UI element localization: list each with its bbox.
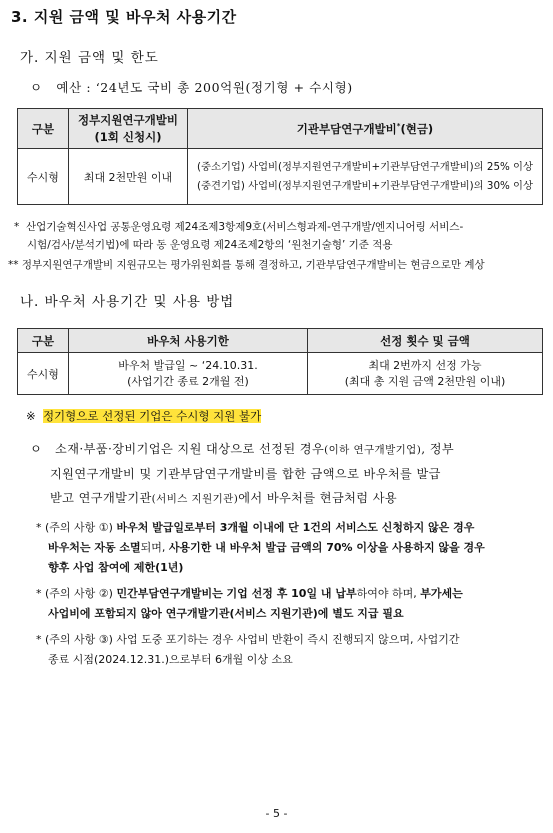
bullet: ㅇ (30, 80, 43, 95)
cell-type: 수시형 (18, 149, 69, 205)
footnote-2: ** 정부지원연구개발비 지원규모는 평가위원회를 통해 결정하고, 기관부담연구개발비는 현금으로만 계상 (8, 259, 485, 271)
usage-paragraph: ㅇ 소재·부품·장비기업은 지원 대상으로 선정된 경우(이하 연구개발기업), 정부 지원연구개발비 및 기관부담연구개발비를 합한 금액으로 바우처를 발급 받고 연구개발기관(서비스 지원기관)에서 바우처를 현금처럼 사용 (30, 442, 455, 505)
page-number: - 5 - (265, 807, 288, 820)
subsection-b-title: 나. 바우처 사용기간 및 사용 방법 (20, 294, 235, 310)
cell-inst-amount: (중소기업) 사업비(정부지원연구개발비+기관부담연구개발비)의 25% 이상 (중견기업) 사업비(정부지원연구개발비+기관부담연구개발비)의 30% 이상 (188, 149, 543, 205)
footnote-1: * 산업기술혁신사업 공통운영요령 제24조제3항제9호(서비스형과제-연구개발/엔지니어링 서비스- 시험/검사/분석기법)에 따라 동 운영요령 제24조제2항의 ‘원천기술형’ 기준 적용 (14, 221, 464, 251)
budget-line (30, 78, 353, 96)
cell-selection-count: 최대 2번까지 선정 가능 (최대 총 지원 금액 2천만원 이내) (308, 353, 543, 395)
warning-text: 정기형으로 선정된 기업은 수시형 지원 불가 (42, 409, 262, 423)
header-inst-fund: 기관부담연구개발비*(현금) (188, 109, 543, 149)
warning-mark: ※ (26, 409, 36, 423)
header-voucher-period: 바우처 사용기한 (69, 329, 308, 353)
header-type: 구분 (18, 329, 69, 353)
caution-2: * (주의 사항 ②) 민간부담연구개발비는 기업 선정 후 10일 내 납부하여야 하며, 부가세는 사업비에 포함되지 않아 연구개발기관(서비스 지원기관)에 별도 지급 필요 (36, 587, 463, 620)
cell-gov-amount: 최대 2천만원 이내 (69, 149, 188, 205)
cell-voucher-period: 바우처 발급일 ~ ‘24.10.31. (사업기간 종료 2개월 전) (69, 353, 308, 395)
header-selection-count: 선정 횟수 및 금액 (308, 329, 543, 353)
header-type: 구분 (18, 109, 69, 149)
voucher-period-table (17, 328, 543, 395)
section-title: 3. 지원 금액 및 바우처 사용기간 (11, 8, 237, 26)
subsection-a-title: 가. 지원 금액 및 한도 (20, 50, 159, 66)
caution-1: * (주의 사항 ①) 바우처 발급일로부터 3개월 이내에 단 1건의 서비스도 신청하지 않은 경우 바우처는 자동 소멸되며, 사용기한 내 바우처 발급 금액의 70% 이상을 사용하지 않을 경우 향후 사업 참여에 제한(1년) (36, 521, 485, 574)
header-gov-fund: 정부지원연구개발비 (1회 신청시) (69, 109, 188, 149)
caution-3: * (주의 사항 ③) 사업 도중 포기하는 경우 사업비 반환이 즉시 진행되지 않으며, 사업기간 종료 시점(2024.12.31.)으로부터 6개월 이상 소요 (36, 633, 460, 666)
warning-note (26, 408, 261, 424)
support-amount-table (17, 108, 543, 205)
cell-type: 수시형 (18, 353, 69, 395)
budget-text: 예산 : ‘24년도 국비 총 200억원(정기형 + 수시형) (56, 80, 353, 95)
